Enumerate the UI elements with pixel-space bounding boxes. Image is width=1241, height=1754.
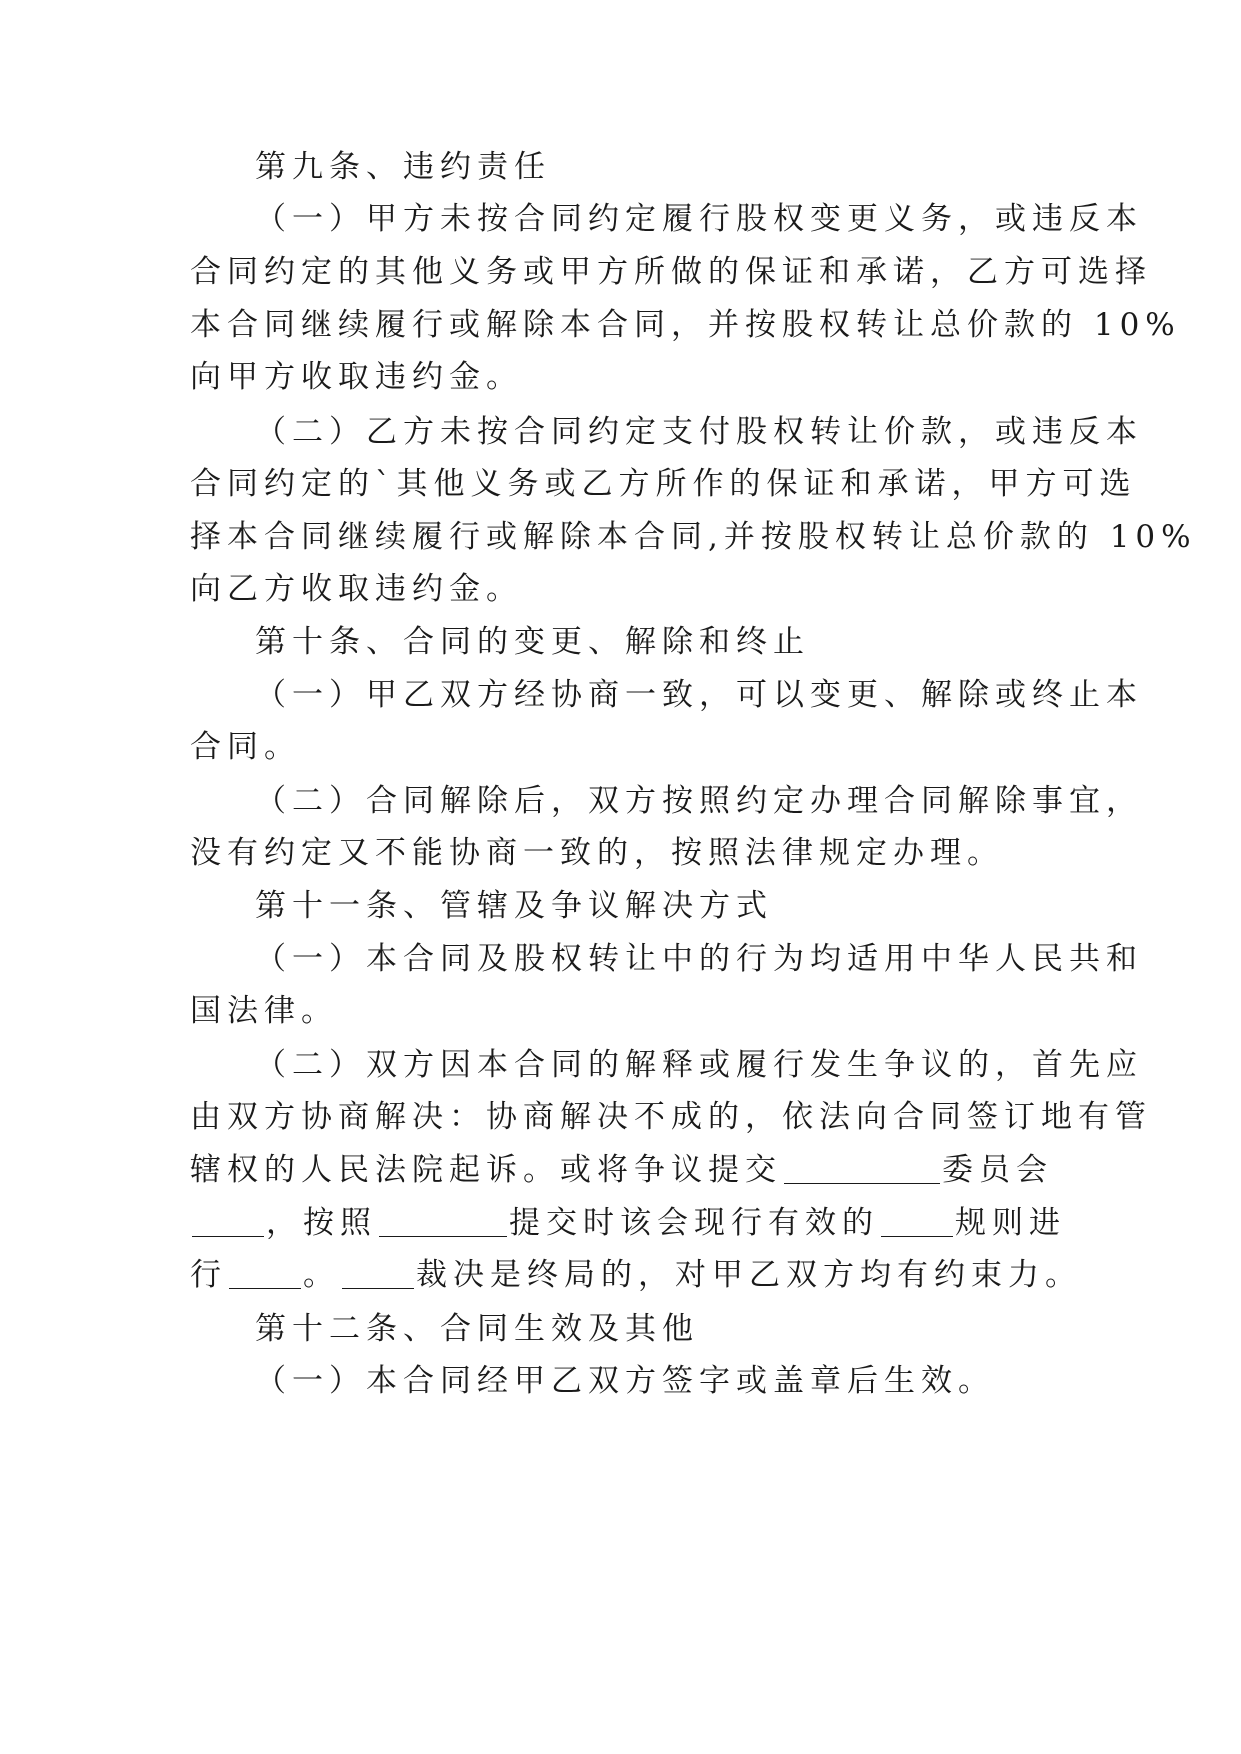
fill-in-blank [881, 1206, 953, 1237]
paragraph-line [190, 1150, 1070, 1190]
fill-in-blank [192, 1206, 264, 1237]
line-text: ，按照 [266, 1205, 377, 1241]
article-9-heading: 第九条、违约责任 [255, 149, 551, 185]
paragraph-line [190, 1255, 1082, 1295]
paragraph-line: （二）乙方未按合同约定支付股权转让价款，或违反本 [255, 414, 1143, 450]
fill-in-blank [784, 1153, 940, 1184]
paragraph-line: （一）甲乙双方经协商一致，可以变更、解除或终止本 [255, 677, 1143, 713]
paragraph-line: （一）本合同及股权转让中的行为均适用中华人民共和 [255, 941, 1143, 977]
paragraph-line: 本合同继续履行或解除本合同，并按股权转让总价款的 10% [190, 307, 1181, 343]
paragraph-line: 合同约定的其他义务或甲方所做的保证和承诺，乙方可选择 [190, 254, 1152, 290]
paragraph-line: （一）甲方未按合同约定履行股权变更义务，或违反本 [255, 201, 1143, 237]
line-text: 委员会 [942, 1152, 1053, 1188]
line-text: 。 [303, 1257, 340, 1293]
article-11-heading: 第十一条、管辖及争议解决方式 [255, 888, 773, 924]
article-12-heading: 第十二条、合同生效及其他 [255, 1311, 699, 1347]
paragraph-line: 向乙方收取违约金。 [190, 571, 523, 607]
paragraph-line: 由双方协商解决：协商解决不成的，依法向合同签订地有管 [190, 1099, 1152, 1135]
line-text: 提交时该会现行有效的 [509, 1205, 879, 1241]
paragraph-line: （二）合同解除后，双方按照约定办理合同解除事宜， [255, 783, 1143, 819]
fill-in-blank [229, 1258, 301, 1289]
fill-in-blank [379, 1206, 507, 1237]
article-10-heading: 第十条、合同的变更、解除和终止 [255, 624, 810, 660]
paragraph-line: 国法律。 [190, 993, 338, 1029]
paragraph-line: （二）双方因本合同的解释或履行发生争议的，首先应 [255, 1047, 1143, 1083]
paragraph-line [190, 1203, 1070, 1243]
paragraph-line: 合同。 [190, 729, 301, 765]
paragraph-line: 择本合同继续履行或解除本合同,并按股权转让总价款的 10% [190, 519, 1197, 555]
paragraph-line: 向甲方收取违约金。 [190, 359, 523, 395]
line-text: 辖权的人民法院起诉。或将争议提交 [190, 1152, 782, 1188]
line-text: 行 [190, 1257, 227, 1293]
fill-in-blank [342, 1258, 414, 1289]
paragraph-line: （一）本合同经甲乙双方签字或盖章后生效。 [255, 1363, 995, 1399]
paragraph-line: 合同约定的`其他义务或乙方所作的保证和承诺，甲方可选 [190, 466, 1137, 502]
paragraph-line: 没有约定又不能协商一致的，按照法律规定办理。 [190, 835, 1004, 871]
line-text: 裁决是终局的，对甲乙双方均有约束力。 [416, 1257, 1082, 1293]
line-text: 规则进 [955, 1205, 1066, 1241]
